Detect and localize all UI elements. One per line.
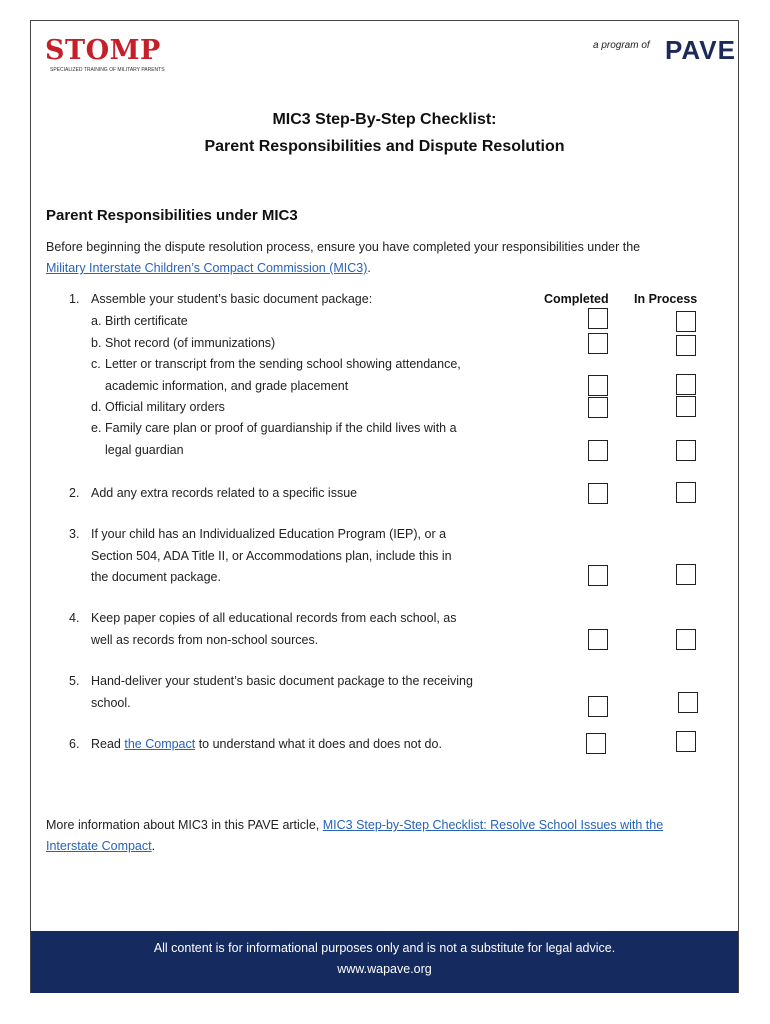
checkbox-completed-1[interactable]	[588, 308, 608, 329]
list-item-1d: d. Official military orders	[91, 400, 225, 414]
intro-text: Before beginning the dispute resolution process, ensure you have completed your responsibilities under the	[46, 240, 641, 254]
footer-website: www.wapave.org	[337, 962, 432, 976]
checkbox-in-process-1d[interactable]	[676, 396, 696, 417]
mic3-link[interactable]: Military Interstate Children’s Compact Commission (MIC3)	[46, 261, 368, 275]
checkbox-in-process-3[interactable]	[676, 564, 696, 585]
checkbox-completed-6[interactable]	[586, 733, 606, 754]
more-info-paragraph	[46, 815, 736, 857]
checkbox-completed-1d[interactable]	[588, 397, 608, 418]
list-item-1: 1. Assemble your student’s basic document package:	[69, 292, 373, 306]
list-item-1a: a. Birth certificate	[91, 314, 188, 328]
list-item-3: 3. If your child has an Individualized Education Program (IEP), or a Section 504, ADA Title II, or Accommodations plan, include this in the document package.	[69, 527, 452, 584]
more-info-end: .	[151, 839, 156, 853]
checkbox-in-process-1[interactable]	[676, 311, 696, 332]
intro-paragraph	[46, 237, 736, 279]
checkbox-completed-1e[interactable]	[588, 440, 608, 461]
list-item-6: 6. Read the Compact to understand what it does and does not do.	[69, 737, 442, 751]
checkbox-in-process-1b[interactable]	[676, 335, 696, 356]
checkbox-in-process-5[interactable]	[678, 692, 698, 713]
checkbox-completed-5[interactable]	[588, 696, 608, 717]
footer-banner	[31, 931, 738, 993]
checkbox-completed-2[interactable]	[588, 483, 608, 504]
checkbox-in-process-2[interactable]	[676, 482, 696, 503]
document-page	[30, 20, 739, 993]
checkbox-in-process-1c[interactable]	[676, 374, 696, 395]
checkbox-in-process-1e[interactable]	[676, 440, 696, 461]
in-process-column-header: In Process	[634, 292, 698, 306]
list-item-2: 2. Add any extra records related to a specific issue	[69, 486, 358, 500]
checkbox-completed-3[interactable]	[588, 565, 608, 586]
article-link-line2[interactable]: Interstate Compact	[46, 839, 152, 853]
checkbox-completed-1c[interactable]	[588, 375, 608, 396]
page-title-line2: Parent Responsibilities and Dispute Resolution	[204, 138, 565, 155]
section-heading: Parent Responsibilities under MIC3	[46, 207, 298, 224]
checkbox-in-process-6[interactable]	[676, 731, 696, 752]
checkbox-in-process-4[interactable]	[676, 629, 696, 650]
list-item-1b: b. Shot record (of immunizations)	[91, 336, 276, 350]
article-link-line1[interactable]: MIC3 Step-by-Step Checklist: Resolve School Issues with the	[322, 818, 664, 832]
footer-disclaimer: All content is for informational purposes only and is not a substitute for legal advice.	[153, 941, 616, 955]
list-item-4: 4. Keep paper copies of all educational records from each school, as well as records from non-school sources.	[69, 611, 457, 647]
pave-logo: PAVE	[665, 35, 736, 65]
stomp-logo-tagline: SPECIALIZED TRAINING OF MILITARY PARENTS	[50, 67, 165, 73]
program-of-label: a program of	[593, 40, 650, 51]
page-title-line1: MIC3 Step-By-Step Checklist:	[272, 111, 497, 128]
completed-column-header: Completed	[544, 292, 609, 306]
list-item-1e: e. Family care plan or proof of guardianship if the child lives with a legal guardian	[91, 421, 457, 457]
list-item-1c: c. Letter or transcript from the sending school showing attendance, academic information, and grade placement	[91, 357, 461, 393]
stomp-logo	[45, 37, 175, 77]
intro-end: .	[367, 261, 371, 275]
more-info-text: More information about MIC3 in this PAVE article,	[46, 818, 323, 832]
checkbox-completed-4[interactable]	[588, 629, 608, 650]
checkbox-completed-1b[interactable]	[588, 333, 608, 354]
compact-link[interactable]: the Compact	[124, 737, 196, 751]
stomp-logo-text: STOMP	[45, 35, 161, 66]
list-item-5: 5. Hand-deliver your student’s basic document package to the receiving school.	[69, 674, 473, 710]
